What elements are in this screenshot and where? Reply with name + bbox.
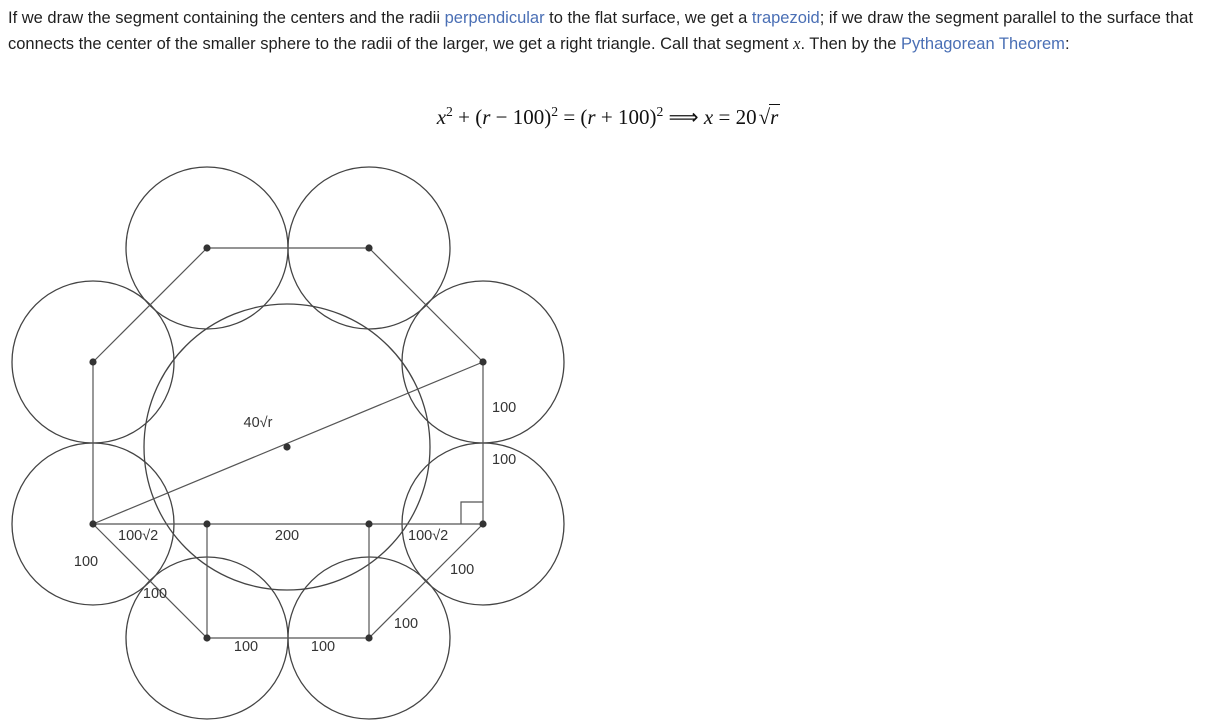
label-center-200: 200 <box>274 528 300 544</box>
equation-plus-100: + 100) <box>595 105 657 129</box>
paragraph-part-4: . Then by the <box>800 35 902 53</box>
equation-exponent-2b: 2 <box>656 104 664 119</box>
equation-exponent-2a: 2 <box>551 104 559 119</box>
label-bottom-100-right: 100 <box>310 639 336 655</box>
point-right-lower <box>479 520 486 527</box>
intro-paragraph <box>8 6 1208 57</box>
point-top-left <box>203 244 210 251</box>
equation-lhs-exponent: 2 <box>446 104 453 119</box>
equation-plus-open: + ( <box>452 105 483 129</box>
paragraph-part-1: If we draw the segment containing the centers and the radii <box>8 9 445 27</box>
equation-rhs-number: 20 <box>735 105 757 129</box>
segment-main-diagonal <box>93 362 483 524</box>
point-center <box>283 443 290 450</box>
equation-equals: = ( <box>558 105 588 129</box>
label-bottom-100-left: 100 <box>233 639 259 655</box>
link-perpendicular[interactable]: perpendicular <box>444 9 545 27</box>
equation-implies-arrow: ⟹ <box>668 105 699 129</box>
equation-rhs-x: x <box>703 105 714 129</box>
display-equation <box>0 104 1217 130</box>
label-right-100-top: 100 <box>492 400 517 416</box>
label-lower-right-100: 100 <box>393 616 419 632</box>
point-bottom-right <box>365 634 372 641</box>
point-right-upper <box>479 358 486 365</box>
point-mid-left-lower <box>203 520 210 527</box>
equation-rhs-radicand: r <box>770 105 779 129</box>
label-right-diag-sqrt2: 100√2 <box>408 528 449 544</box>
point-top-right <box>365 244 372 251</box>
equation-rhs-sqrt <box>757 105 781 130</box>
label-right-100-mid: 100 <box>492 452 517 468</box>
label-left-100: 100 <box>73 554 99 570</box>
label-lower-left-100: 100 <box>142 586 168 602</box>
inline-variable-x: x <box>793 34 801 53</box>
label-diagonal: 40√r <box>243 415 273 431</box>
point-bottom-left <box>203 634 210 641</box>
radical-sign-icon: √ <box>758 105 771 129</box>
paragraph-part-5: : <box>1064 35 1070 53</box>
point-left-lower <box>89 520 96 527</box>
equation-minus-100: − 100) <box>490 105 552 129</box>
link-pythagorean-theorem[interactable]: Pythagorean Theorem <box>901 35 1065 53</box>
equation-r-2: r <box>587 105 596 129</box>
equation-r-1: r <box>482 105 491 129</box>
paragraph-part-3: ; if we draw the segment parallel to the surface that connects the center of the smaller sphere to the radii of the larger, we get a right triangle. Call that segment <box>8 9 1194 53</box>
right-angle-marker <box>461 502 483 524</box>
figure-labels <box>74 400 516 655</box>
paragraph-part-2: to the flat surface, we get a <box>544 9 752 27</box>
geometry-figure <box>0 150 620 726</box>
point-left-upper <box>89 358 96 365</box>
point-mid-right-lower <box>365 520 372 527</box>
equation-rhs-equals: = <box>713 105 736 129</box>
segment-top-right-diag <box>369 248 483 362</box>
link-trapezoid[interactable]: trapezoid <box>751 9 820 27</box>
equation-lhs-x: x <box>436 105 447 129</box>
label-right-100-low: 100 <box>450 562 475 578</box>
label-left-diag-sqrt2: 100√2 <box>118 528 159 544</box>
segment-top-left-diag <box>93 248 207 362</box>
